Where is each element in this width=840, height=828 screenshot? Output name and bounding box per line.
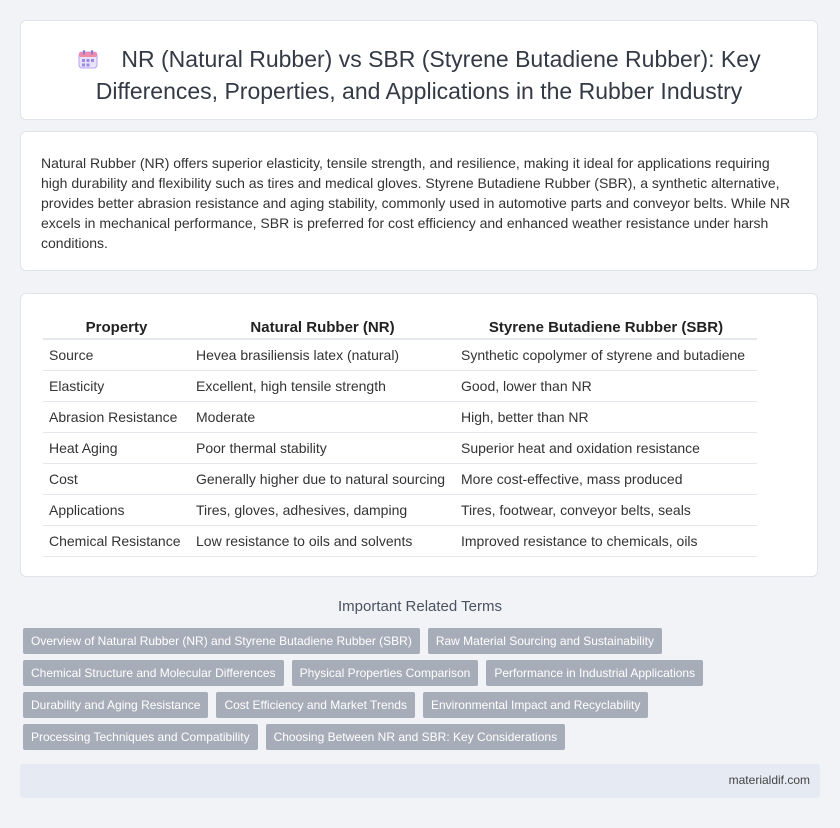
table-row xyxy=(43,526,757,557)
footer-site-name[interactable]: materialdif.com xyxy=(728,773,810,787)
table-cell: Hevea brasiliensis latex (natural) xyxy=(190,339,455,371)
table-row xyxy=(43,464,757,495)
table-cell: Poor thermal stability xyxy=(190,433,455,464)
table-cell: Generally higher due to natural sourcing xyxy=(190,464,455,495)
title-card xyxy=(20,20,818,120)
related-terms-heading: Important Related Terms xyxy=(338,598,502,615)
related-term-tag[interactable]: Choosing Between NR and SBR: Key Considerations xyxy=(266,724,566,750)
related-term-tag[interactable]: Durability and Aging Resistance xyxy=(23,692,208,718)
table-row xyxy=(43,371,757,402)
related-term-tag[interactable]: Physical Properties Comparison xyxy=(292,660,479,686)
related-term-tag[interactable]: Processing Techniques and Compatibility xyxy=(23,724,258,750)
table-cell: Source xyxy=(43,339,190,371)
table-cell: Superior heat and oxidation resistance xyxy=(455,433,757,464)
related-term-tag[interactable]: Overview of Natural Rubber (NR) and Styrene Butadiene Rubber (SBR) xyxy=(23,628,420,654)
table-cell: Applications xyxy=(43,495,190,526)
related-term-tag[interactable]: Environmental Impact and Recyclability xyxy=(423,692,648,718)
table-cell: Synthetic copolymer of styrene and butadiene xyxy=(455,339,757,371)
related-term-tag[interactable]: Cost Efficiency and Market Trends xyxy=(216,692,415,718)
table-cell: Cost xyxy=(43,464,190,495)
column-header-sbr: Styrene Butadiene Rubber (SBR) xyxy=(455,314,757,339)
intro-card xyxy=(20,131,818,271)
page-title xyxy=(21,21,817,106)
calendar-icon xyxy=(77,48,99,77)
table-row xyxy=(43,495,757,526)
table-cell: Moderate xyxy=(190,402,455,433)
footer xyxy=(20,764,820,798)
table-row xyxy=(43,402,757,433)
column-header-property: Property xyxy=(43,314,190,339)
column-header-nr: Natural Rubber (NR) xyxy=(190,314,455,339)
related-term-tag[interactable]: Chemical Structure and Molecular Differences xyxy=(23,660,284,686)
table-cell: Heat Aging xyxy=(43,433,190,464)
table-cell: Chemical Resistance xyxy=(43,526,190,557)
table-cell: Abrasion Resistance xyxy=(43,402,190,433)
table-cell: Low resistance to oils and solvents xyxy=(190,526,455,557)
comparison-card xyxy=(20,293,818,577)
table-header-row xyxy=(43,314,757,339)
related-terms-list xyxy=(23,628,823,756)
table-cell: Elasticity xyxy=(43,371,190,402)
table-cell: More cost-effective, mass produced xyxy=(455,464,757,495)
table-cell: Tires, footwear, conveyor belts, seals xyxy=(455,495,757,526)
page-title-text: NR (Natural Rubber) vs SBR (Styrene Butadiene Rubber): Key Differences, Properties, and Applications in the Rubber Industry xyxy=(95,46,761,104)
related-term-tag[interactable]: Raw Material Sourcing and Sustainability xyxy=(428,628,662,654)
table-row xyxy=(43,339,757,371)
table-row xyxy=(43,433,757,464)
comparison-table xyxy=(43,314,757,557)
table-cell: Improved resistance to chemicals, oils xyxy=(455,526,757,557)
intro-paragraph: Natural Rubber (NR) offers superior elasticity, tensile strength, and resilience, making it ideal for applications requiring high durability and flexibility such as tires and medical gloves. Styrene Butadiene Rubber (SBR), a synthetic alternative, provides better abrasion resistance and aging stability, commonly used in automotive parts and conveyor belts. While NR excels in mechanical performance, SBR is preferred for cost efficiency and enhanced weather resistance under harsh conditions. xyxy=(41,155,791,251)
table-cell: Tires, gloves, adhesives, damping xyxy=(190,495,455,526)
table-cell: Good, lower than NR xyxy=(455,371,757,402)
related-term-tag[interactable]: Performance in Industrial Applications xyxy=(486,660,703,686)
table-cell: High, better than NR xyxy=(455,402,757,433)
table-cell: Excellent, high tensile strength xyxy=(190,371,455,402)
